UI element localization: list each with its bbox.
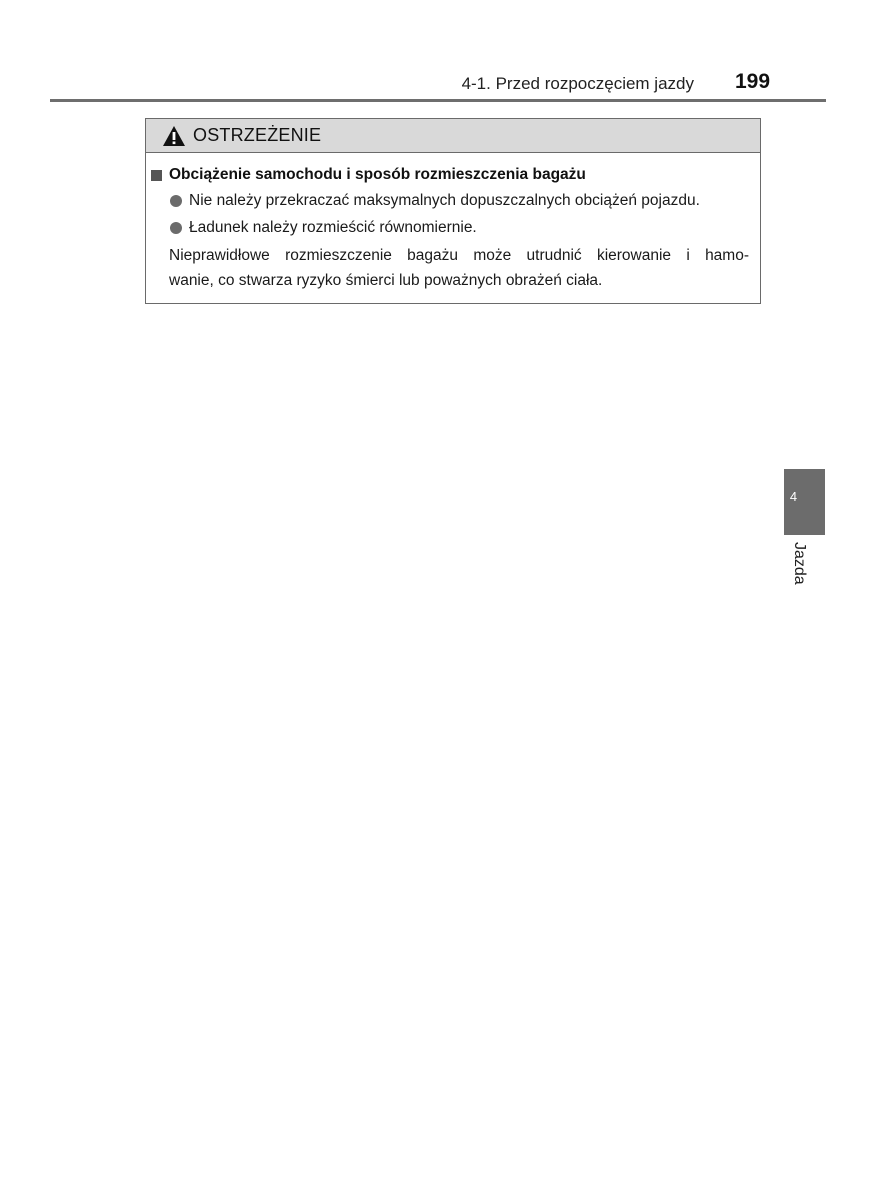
circle-bullet-icon [170, 195, 182, 207]
paragraph-line: Nieprawidłowe rozmieszczenie bagażu może utrudnić kierowanie i hamo- [169, 247, 749, 264]
chapter-label: Jazda [791, 542, 808, 585]
chapter-tab [784, 469, 825, 535]
warning-triangle-icon [162, 125, 186, 147]
square-bullet-icon [151, 170, 162, 181]
page-header [0, 0, 880, 104]
page-number: 199 [735, 70, 771, 93]
header-divider [50, 99, 826, 102]
warning-box [145, 118, 761, 304]
circle-bullet-icon [170, 222, 182, 234]
list-item [170, 219, 477, 237]
warning-heading [151, 166, 586, 184]
list-item-text: Nie należy przekraczać maksymalnych dopuszczalnych obciążeń pojazdu. [189, 192, 700, 209]
chapter-number: 4 [789, 489, 798, 504]
list-item-text: Ładunek należy rozmieścić równomiernie. [189, 219, 477, 236]
warning-title: OSTRZEŻENIE [193, 125, 322, 145]
warning-header [146, 119, 760, 153]
warning-paragraph [169, 243, 749, 293]
warning-heading-text: Obciążenie samochodu i sposób rozmieszczenia bagażu [169, 166, 586, 183]
section-title: 4-1. Przed rozpoczęciem jazdy [461, 74, 694, 93]
list-item [170, 192, 700, 210]
paragraph-line: wanie, co stwarza ryzyko śmierci lub poważnych obrażeń ciała. [169, 272, 603, 289]
